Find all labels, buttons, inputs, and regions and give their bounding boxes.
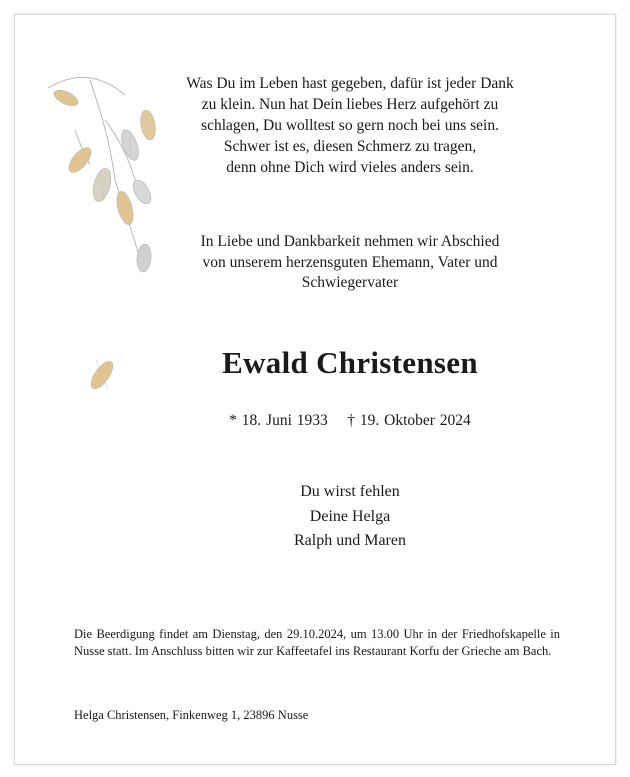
poem-line: denn ohne Dich wird vieles anders sein. bbox=[226, 159, 474, 176]
deceased-name: Ewald Christensen bbox=[222, 345, 478, 380]
family-line: Du wirst fehlen bbox=[300, 483, 400, 500]
farewell-line: Schwiegervater bbox=[301, 274, 399, 291]
life-dates bbox=[150, 412, 550, 430]
death-date: † 19. Oktober 2024 bbox=[347, 412, 471, 429]
family-line: Ralph und Maren bbox=[294, 532, 406, 549]
poem-line: Was Du im Leben hast gegeben, dafür ist jeder Dank bbox=[186, 75, 514, 92]
family-line: Deine Helga bbox=[309, 507, 391, 525]
funeral-notice: Die Beerdigung findet am Dienstag, den 29.10.2024, um 13.00 Uhr in der Friedhofskapelle in Nusse statt. Im Anschluss bitten wir zur Kaffeetafel ins Restaurant Korfu der Grieche am Bach. bbox=[74, 627, 560, 658]
birth-date: * 18. Juni 1933 bbox=[229, 412, 328, 429]
contact-address: Helga Christensen, Finkenweg 1, 23896 Nusse bbox=[74, 708, 309, 722]
farewell-line: von unserem herzensguten Ehemann, Vater und bbox=[202, 253, 498, 271]
poem-line: schlagen, Du wolltest so gern noch bei uns sein. bbox=[201, 117, 499, 134]
family-signature bbox=[150, 480, 550, 554]
poem bbox=[150, 73, 550, 178]
poem-line: zu klein. Nun hat Dein liebes Herz aufgehört zu bbox=[201, 96, 499, 113]
farewell-text bbox=[150, 232, 550, 294]
farewell-line: In Liebe und Dankbarkeit nehmen wir Abschied bbox=[200, 233, 500, 250]
poem-line: Schwer ist es, diesen Schmerz zu tragen, bbox=[223, 138, 477, 155]
